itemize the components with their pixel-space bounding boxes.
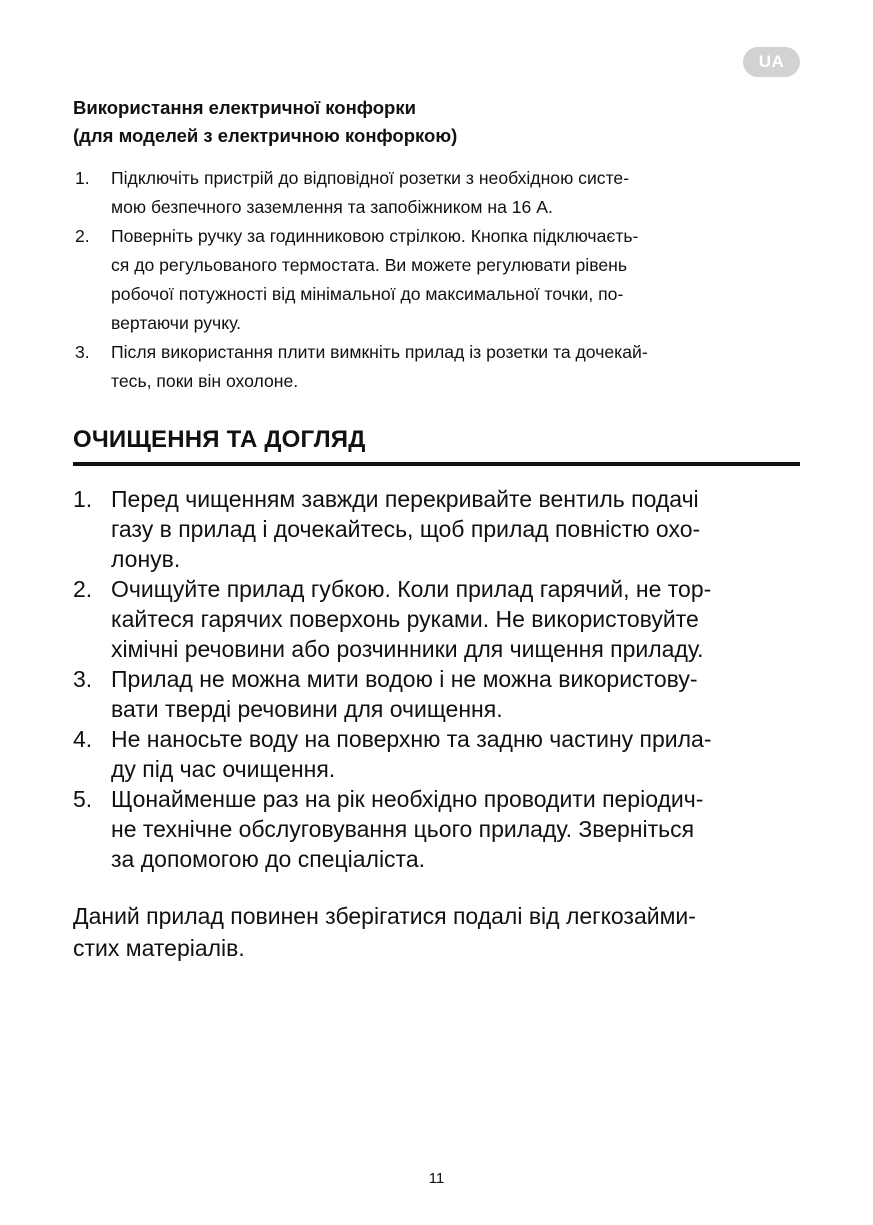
cleaning-steps <box>73 484 800 874</box>
cleaning-title: ОЧИЩЕННЯ ТА ДОГЛЯД <box>73 426 366 453</box>
item-number: 4. <box>73 726 93 752</box>
item-number: 3. <box>73 666 93 692</box>
item-number: 1. <box>73 486 93 512</box>
item-number: 2. <box>73 576 93 602</box>
section-divider <box>73 462 800 466</box>
item-line: за допомогою до спеціаліста. <box>111 846 426 872</box>
electric-burner-steps <box>73 164 803 396</box>
page-number: 11 <box>428 1170 445 1187</box>
item-number: 2. <box>75 226 90 246</box>
item-line: не технічне обслуговування цього приладу. Зверніться <box>111 816 695 842</box>
note-line: стих матеріалів. <box>73 935 245 961</box>
title-line: Використання електричної конфорки <box>73 97 416 118</box>
item-line: вертаючи ручку. <box>111 313 242 333</box>
list-item <box>73 164 803 222</box>
item-line: кайтеся гарячих поверхонь руками. Не використовуйте <box>111 606 699 632</box>
item-line: ду під час очищення. <box>111 756 336 782</box>
item-line: хімічні речовини або розчинники для чищення приладу. <box>111 636 704 662</box>
item-line: газу в прилад і дочекайтесь, щоб прилад повністю охо- <box>111 516 701 542</box>
item-number: 1. <box>75 168 90 188</box>
item-line: Очищуйте прилад губкою. Коли прилад гарячий, не тор- <box>111 576 712 602</box>
storage-note <box>73 900 800 964</box>
list-item <box>73 784 800 874</box>
list-item <box>73 664 800 724</box>
item-line: Підключіть пристрій до відповідної розетки з необхідною систе- <box>111 168 630 188</box>
item-line: Прилад не можна мити водою і не можна використову- <box>111 666 698 692</box>
item-line: Перед чищенням завжди перекривайте вентиль подачі <box>111 486 699 512</box>
language-badge: UA <box>743 47 800 77</box>
list-item <box>73 338 803 396</box>
item-line: Після використання плити вимкніть прилад із розетки та дочекай- <box>111 342 648 362</box>
item-line: лонув. <box>111 546 181 572</box>
item-line: вати тверді речовини для очищення. <box>111 696 503 722</box>
list-item <box>73 484 800 574</box>
title-line: (для моделей з електричною конфоркою) <box>73 125 458 146</box>
list-item <box>73 574 800 664</box>
electric-burner-title <box>73 94 803 150</box>
electric-burner-section <box>73 94 803 396</box>
item-number: 3. <box>75 342 90 362</box>
item-line: тесь, поки він охолоне. <box>111 371 299 391</box>
item-line: Не наносьте воду на поверхню та задню частину прила- <box>111 726 712 752</box>
list-item <box>73 222 803 338</box>
list-item <box>73 724 800 784</box>
item-line: Поверніть ручку за годинниковою стрілкою. Кнопка підключаєть- <box>111 226 639 246</box>
item-line: робочої потужності від мінімальної до максимальної точки, по- <box>111 284 624 304</box>
item-line: мою безпечного заземлення та запобіжником на 16 А. <box>111 197 553 217</box>
item-number: 5. <box>73 786 93 812</box>
note-line: Даний прилад повинен зберігатися подалі від легкозайми- <box>73 903 696 929</box>
cleaning-section <box>73 422 800 874</box>
item-line: ся до регульованого термостата. Ви можете регулювати рівень <box>111 255 628 275</box>
item-line: Щонайменше раз на рік необхідно проводити періодич- <box>111 786 704 812</box>
